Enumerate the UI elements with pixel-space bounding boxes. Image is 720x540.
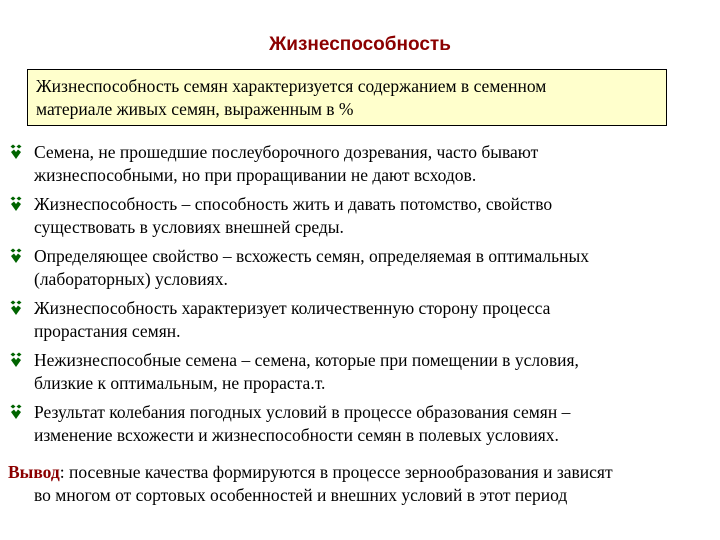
bullet-item bbox=[8, 193, 708, 239]
bullet-item bbox=[8, 297, 708, 343]
conclusion-text: во многом от сортовых особенностей и внешних условий в этот период bbox=[34, 485, 568, 505]
bullet-text: близкие к оптимальным, не прораста.т. bbox=[34, 373, 326, 393]
checkmark-diamond-icon bbox=[8, 144, 24, 160]
checkmark-diamond-icon bbox=[8, 404, 24, 420]
bullet-item bbox=[8, 349, 708, 395]
bullet-text: Семена, не прошедшие послеуборочного дозревания, часто бывают bbox=[34, 142, 539, 162]
bullet-text: изменение всхожести и жизнеспособности семян в полевых условиях. bbox=[34, 425, 559, 445]
bullet-item bbox=[8, 245, 708, 291]
bullet-text: существовать в условиях внешней среды. bbox=[34, 217, 344, 237]
checkmark-diamond-icon bbox=[8, 352, 24, 368]
checkmark-diamond-icon bbox=[8, 196, 24, 212]
conclusion bbox=[8, 461, 708, 507]
bullet-text: Жизнеспособность – способность жить и давать потомство, свойство bbox=[34, 194, 553, 214]
bullet-item bbox=[8, 401, 708, 447]
bullet-text: Определяющее свойство – всхожесть семян, определяемая в оптимальных bbox=[34, 246, 589, 266]
bullet-text: жизнеспособными, но при проращивании не дают всходов. bbox=[34, 165, 477, 185]
definition-line: материале живых семян, выраженным в % bbox=[36, 99, 354, 119]
bullet-text: прорастания семян. bbox=[34, 321, 181, 341]
bullet-list bbox=[8, 141, 708, 453]
definition-line: Жизнеспособность семян характеризуется содержанием в семенном bbox=[36, 76, 547, 96]
conclusion-label: Вывод bbox=[8, 462, 60, 482]
bullet-item bbox=[8, 141, 708, 187]
definition-box bbox=[27, 69, 667, 126]
bullet-text: Жизнеспособность характеризует количественную сторону процесса bbox=[34, 298, 551, 318]
bullet-text: (лабораторных) условиях. bbox=[34, 269, 228, 289]
page-title: Жизнеспособность bbox=[269, 34, 451, 55]
checkmark-diamond-icon bbox=[8, 248, 24, 264]
conclusion-text: : посевные качества формируются в процессе зернообразования и зависят bbox=[59, 462, 613, 482]
checkmark-diamond-icon bbox=[8, 300, 24, 316]
bullet-text: Нежизнеспособные семена – семена, которые при помещении в условия, bbox=[34, 350, 579, 370]
bullet-text: Результат колебания погодных условий в процессе образования семян – bbox=[34, 402, 571, 422]
